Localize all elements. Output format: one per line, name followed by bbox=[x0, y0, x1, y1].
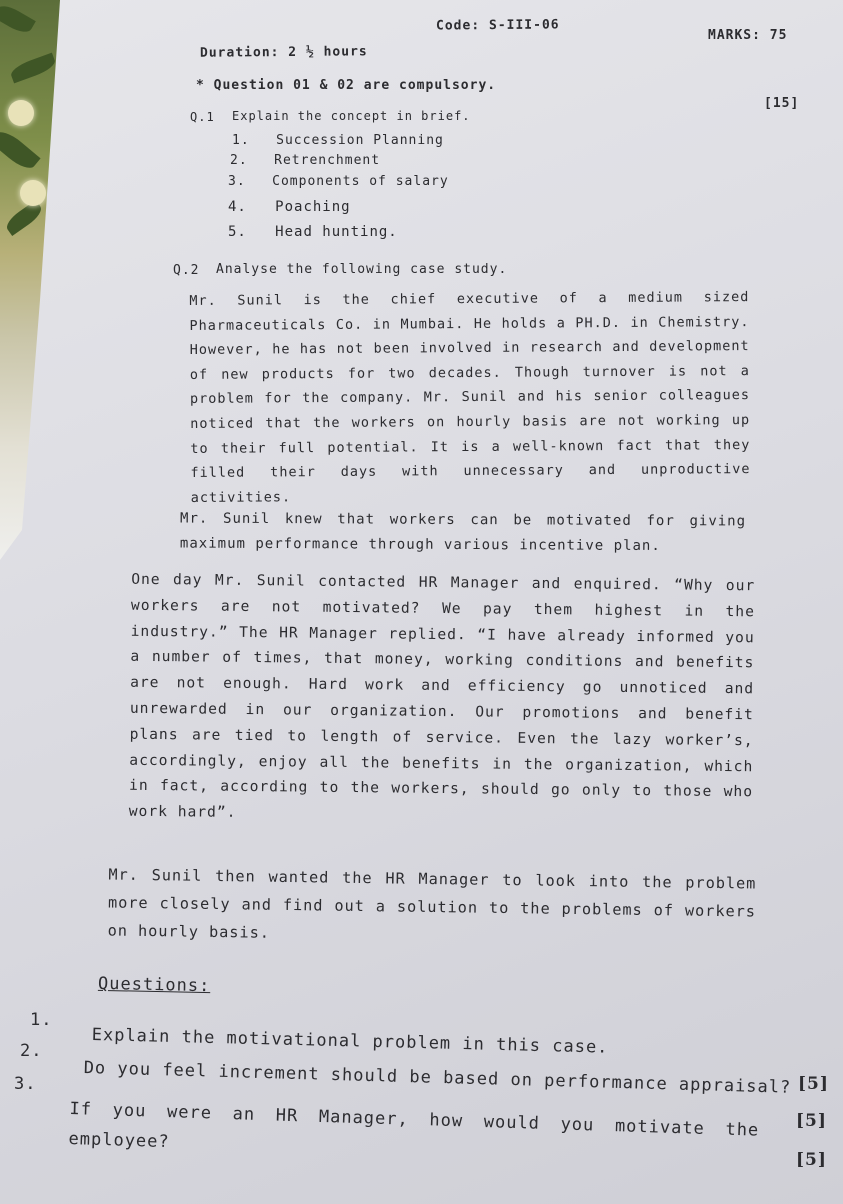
paper-code: Code: S-III-06 bbox=[435, 17, 560, 34]
q1-marks: [15] bbox=[764, 96, 800, 111]
leaf-shape bbox=[0, 126, 41, 173]
sub-question-text: Explain the motivational problem in this case. bbox=[91, 1025, 609, 1058]
instruction: * Question 01 & 02 are compulsory. bbox=[196, 78, 497, 93]
case-paragraph-1: Mr. Sunil is the chief executive of a medium sized Pharmaceuticals Co. in Mumbai. He holds a PH.D. in Chemistry. However, he has not been involved in research and development of new products for two decades. Though turnover is not a problem for the company. Mr. Sunil and his senior colleagues noticed that the workers on hourly basis are not working up to their full potential. It is a well-known fact that they filled their days with unnecessary and unproductive activities. bbox=[189, 289, 751, 506]
item-number: 3. bbox=[228, 174, 246, 189]
flower-shape bbox=[8, 100, 34, 126]
flower-shape bbox=[20, 180, 46, 206]
case-paragraph-2: Mr. Sunil knew that workers can be motivated for giving maximum performance through various incentive plan. bbox=[179, 510, 747, 555]
leaf-shape bbox=[0, 1, 36, 37]
duration: Duration: 2 ½ hours bbox=[199, 44, 368, 61]
sub-question-text: If you were an HR Manager, how would you motivate the employee? bbox=[68, 1098, 760, 1153]
q2-number: Q.2 bbox=[173, 263, 200, 278]
q1-text: Explain the concept in brief. bbox=[232, 109, 471, 123]
case-paragraph-3: One day Mr. Sunil contacted HR Manager and enquired. “Why our workers are not motivated? We pay them highest in the industry.” The HR Manager replied. “I have already informed you a number of times, that money, working conditions and benefits are not enough. Hard work and efficiency go unnoticed and unrewarded in our organization. Our promotions and benefit plans are tied to length of service. Even the lazy worker’s, accordingly, enjoy all the benefits in the organization, which in fact, according to the workers, should go only to those who work hard”. bbox=[128, 570, 756, 822]
leaf-shape bbox=[9, 53, 58, 84]
item-label: Poaching bbox=[275, 199, 351, 215]
leaf-shape bbox=[3, 200, 45, 236]
item-label: Retrenchment bbox=[274, 153, 381, 168]
sub-question-marks: [5] bbox=[798, 1074, 829, 1094]
sub-question-number: 2. bbox=[20, 1041, 43, 1061]
item-number: 5. bbox=[228, 224, 247, 240]
list-item bbox=[228, 199, 351, 215]
sub-question-marks: [5] bbox=[796, 1111, 827, 1131]
q2-text: Analyse the following case study. bbox=[216, 262, 508, 277]
sub-question-number: 1. bbox=[30, 1010, 53, 1030]
item-label: Succession Planning bbox=[276, 133, 444, 148]
sub-question-number: 3. bbox=[14, 1074, 37, 1094]
q1-number: Q.1 bbox=[190, 110, 215, 124]
item-number: 4. bbox=[228, 199, 247, 215]
sub-question-marks: [5] bbox=[796, 1150, 827, 1170]
list-item bbox=[228, 224, 398, 240]
list-item bbox=[230, 153, 380, 168]
item-number: 2. bbox=[230, 153, 248, 168]
item-label: Components of salary bbox=[272, 174, 449, 189]
item-label: Head hunting. bbox=[275, 224, 398, 240]
item-number: 1. bbox=[232, 133, 250, 148]
questions-heading: Questions: bbox=[97, 973, 211, 997]
case-paragraph-4: Mr. Sunil then wanted the HR Manager to look into the problem more closely and find out a solution to the problems of workers on hourly basis. bbox=[107, 865, 757, 942]
list-item bbox=[228, 174, 449, 189]
sub-question-text: Do you feel increment should be based on performance appraisal? bbox=[83, 1058, 792, 1098]
total-marks: MARKS: 75 bbox=[708, 28, 788, 43]
list-item bbox=[232, 133, 444, 148]
